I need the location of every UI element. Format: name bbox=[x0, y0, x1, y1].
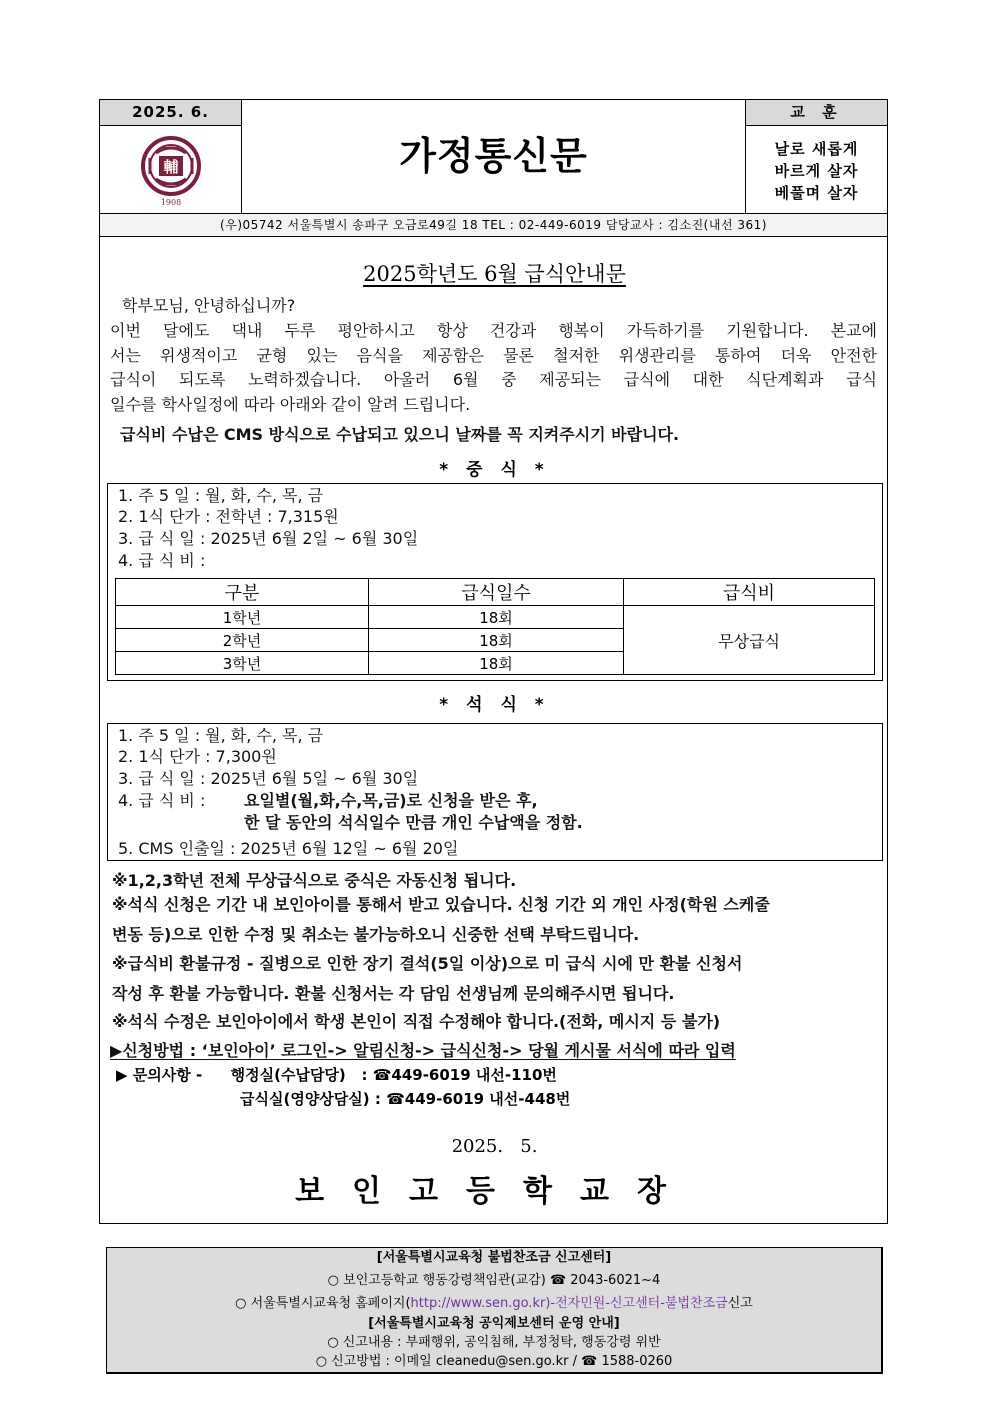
issue-date: 2025. 6. bbox=[100, 100, 242, 126]
lunch-heading: * 중 식 * bbox=[439, 460, 550, 480]
dinner-cms-line: 5. CMS 인출일 : 2025년 6월 12일 ~ 6월 20일 bbox=[118, 839, 459, 858]
newsletter-header bbox=[99, 99, 888, 214]
contact-row: ▶ 문의사항 - 행정실(수납담당) : ☎449-6019 내선-110번 bbox=[116, 1066, 557, 1084]
contact-office: 급식실(영양상담실) bbox=[240, 1090, 370, 1108]
lunch-info-line: 1. 주 5 일 : 월, 화, 수, 목, 금 bbox=[118, 486, 324, 505]
days-cell: 18회 bbox=[369, 629, 624, 652]
motto-label: 교 훈 bbox=[745, 100, 887, 126]
days-cell: 18회 bbox=[369, 652, 624, 675]
lunch-info-line: 3. 급 식 일 : 2025년 6월 2일 ~ 6월 30일 bbox=[118, 529, 419, 548]
grade-cell: 3학년 bbox=[116, 652, 369, 675]
days-cell: 18회 bbox=[369, 606, 624, 629]
footer-title: [서울특별시교육청 공익제보센터 운영 안내] bbox=[368, 1316, 620, 1331]
greeting: 학부모님, 안녕하십니까? bbox=[122, 296, 296, 315]
lunch-info-line: 4. 급 식 비 : bbox=[118, 551, 206, 570]
contact-phone: 449-6019 내선-110번 bbox=[391, 1066, 557, 1084]
grade-cell: 2학년 bbox=[116, 629, 369, 652]
phone-icon: ☎ bbox=[581, 1354, 598, 1369]
school-logo-cell bbox=[100, 126, 242, 215]
dinner-fee-line: 한 달 동안의 석식일수 만큼 개인 수납액을 정함. bbox=[244, 813, 583, 832]
note-line: 변동 등)으로 인한 수정 및 취소는 불가능하오니 신중한 선택 부탁드립니다. bbox=[112, 925, 640, 944]
column-header: 급식일수 bbox=[369, 579, 624, 606]
note-line: ※석식 신청은 기간 내 보인아이를 통해서 받고 있습니다. 신청 기간 외 개인 사정(학원 스케줄 bbox=[112, 895, 770, 914]
report-center-footer bbox=[106, 1247, 883, 1374]
intro-paragraph bbox=[110, 319, 877, 417]
intro-line: 이번 달에도 댁내 두루 평안하시고 항상 건강과 행복이 가득하기를 기원합니다. 본교에 bbox=[110, 321, 877, 340]
contact-label: ▶ 문의사항 - bbox=[116, 1066, 203, 1084]
school-emblem-icon bbox=[100, 126, 242, 215]
table-row bbox=[116, 606, 875, 629]
contact-phone: 449-6019 내선-448번 bbox=[404, 1090, 571, 1108]
lunch-table bbox=[115, 578, 875, 675]
table-header-row bbox=[116, 579, 875, 606]
fee-cell: 무상급식 bbox=[624, 606, 875, 675]
dinner-info-box bbox=[107, 723, 883, 861]
note-line: ※급식비 환불규정 - 질병으로 인한 장기 결석(5일 이상)으로 미 급식 시에 만 환불 신청서 bbox=[112, 954, 743, 973]
column-header: 급식비 bbox=[624, 579, 875, 606]
emblem-year: 1908 bbox=[160, 198, 182, 207]
phone-icon: ☎ bbox=[386, 1090, 405, 1108]
footer-line: ○ 서울특별시교육청 홈페이지(http://www.sen.go.kr)-전자민원-신고센터-불법찬조금신고 bbox=[235, 1296, 753, 1311]
note-line: ※1,2,3학년 전체 무상급식으로 중식은 자동신청 됩니다. bbox=[112, 871, 517, 890]
footer-line: ○ 보인고등학교 행동강령책임관(교감) ☎ 2043-6021~4 bbox=[327, 1273, 661, 1288]
lunch-info-line: 2. 1식 단가 : 전학년 : 7,315원 bbox=[118, 507, 339, 526]
intro-line: 일수를 학사일정에 따라 아래와 같이 알려 드립니다. bbox=[110, 394, 471, 414]
phone-icon: ☎ bbox=[372, 1066, 392, 1084]
main-content bbox=[99, 236, 888, 1224]
dinner-info-line: 3. 급 식 일 : 2025년 6월 5일 ~ 6월 30일 bbox=[118, 769, 419, 788]
note-line: ※석식 수정은 보인아이에서 학생 본인이 직접 수정해야 합니다.(전화, 메시지 등 불가) bbox=[112, 1012, 721, 1031]
footer-title: [서울특별시교육청 불법찬조금 신고센터] bbox=[376, 1250, 612, 1265]
contact-office: 행정실(수납담당) bbox=[230, 1066, 357, 1084]
footer-line: ○ 신고내용 : 부패행위, 공익침해, 부정청탁, 행동강령 위반 bbox=[327, 1335, 661, 1350]
document-title: 2025학년도 6월 급식안내문 bbox=[363, 262, 626, 286]
phone-icon: ☎ bbox=[549, 1273, 567, 1288]
signature-date: 2025. 5. bbox=[451, 1136, 538, 1157]
dinner-info-line: 1. 주 5 일 : 월, 화, 수, 목, 금 bbox=[118, 726, 324, 745]
grade-cell: 1학년 bbox=[116, 606, 369, 629]
school-address: (우)05742 서울특별시 송파구 오금로49길 18 TEL : 02-449-6019 담당교사 : 김소진(내선 361) bbox=[99, 213, 888, 237]
motto-line: 바르게 살자 bbox=[774, 162, 859, 180]
dinner-heading: * 석 식 * bbox=[439, 695, 550, 715]
intro-line: 서는 위생적이고 균형 있는 음식을 제공함은 물론 철저한 위생관리를 통하여 더욱 안전한 bbox=[110, 345, 877, 365]
dinner-info-line: 2. 1식 단가 : 7,300원 bbox=[118, 747, 277, 766]
note-line: 작성 후 환불 가능합니다. 환불 신청서는 각 담임 선생님께 문의해주시면 됩니다. bbox=[112, 984, 675, 1003]
column-header: 구분 bbox=[116, 579, 369, 606]
contact-row: 급식실(영양상담실) : ☎449-6019 내선-448번 bbox=[240, 1090, 571, 1108]
dinner-fee-line: 요일별(월,화,수,목,금)로 신청을 받은 후, bbox=[244, 791, 538, 810]
homepage-link[interactable]: http://www.sen.go.kr)-전자민원-신고센터-불법찬조금 bbox=[410, 1296, 728, 1311]
emblem-glyph: 輔 bbox=[163, 158, 179, 176]
lunch-info-box bbox=[107, 483, 883, 681]
apply-method: ▶신청방법 : ‘보인아이’ 로그인-> 알림신청-> 급식신청-> 당월 게시물 서식에 따라 입력 bbox=[110, 1041, 736, 1060]
motto-text bbox=[745, 126, 887, 215]
motto-line: 베풀며 살자 bbox=[774, 184, 859, 202]
payment-notice: 급식비 수납은 CMS 방식으로 수납되고 있으니 날짜를 꼭 지켜주시기 바랍니다. bbox=[120, 425, 680, 444]
newsletter-title: 가정통신문 bbox=[399, 134, 588, 178]
footer-line: ○ 신고방법 : 이메일 cleanedu@sen.go.kr / ☎ 1588-0260 bbox=[315, 1354, 673, 1369]
intro-line: 급식이 되도록 노력하겠습니다. 아울러 6월 중 제공되는 급식에 대한 식단계획과 급식 bbox=[110, 370, 877, 389]
dinner-info-line: 4. 급 식 비 : bbox=[118, 791, 206, 810]
signature-name: 보인고등학교장 bbox=[295, 1174, 694, 1209]
motto-line: 날로 새롭게 bbox=[774, 140, 859, 158]
